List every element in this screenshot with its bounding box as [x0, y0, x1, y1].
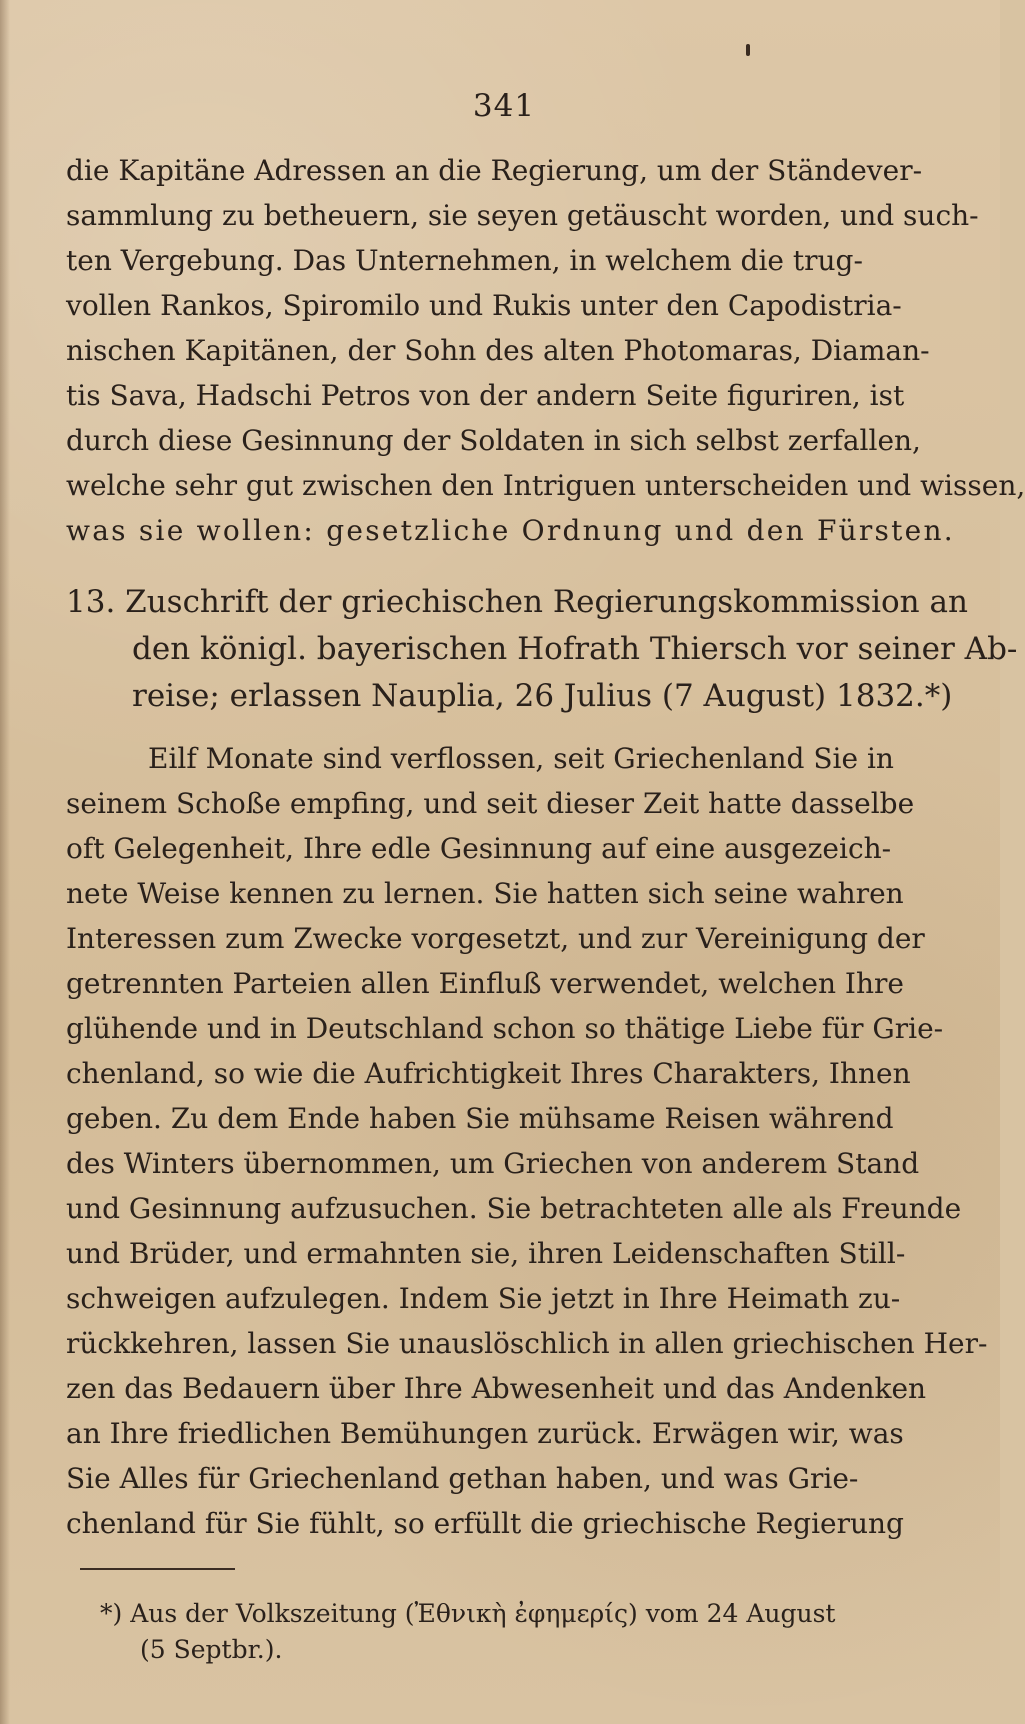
heading-line: reise; erlassen Nauplia, 26 Julius (7 August) 1832.*)	[132, 678, 953, 714]
text-line: Interessen zum Zwecke vorgesetzt, und zur Vereinigung der	[66, 922, 925, 955]
text-line: was sie wollen: gesetzliche Ordnung und den Fürsten.	[66, 514, 955, 547]
page-number: 341	[472, 88, 536, 124]
page-mark	[746, 44, 750, 56]
text-line: an Ihre friedlichen Bemühungen zurück. Erwägen wir, was	[66, 1417, 904, 1450]
text-line: chenland, so wie die Aufrichtigkeit Ihres Charakters, Ihnen	[66, 1057, 911, 1090]
text-line: oft Gelegenheit, Ihre edle Gesinnung auf eine ausgezeich-	[66, 832, 892, 865]
text-line: und Brüder, und ermahnten sie, ihren Leidenschaften Still-	[66, 1237, 906, 1270]
footnote	[66, 1596, 908, 1668]
body-paragraph	[66, 736, 988, 1546]
text-line: vollen Rankos, Spiromilo und Rukis unter den Capodistria-	[66, 289, 902, 322]
text-line: seinem Schoße empfing, und seit dieser Zeit hatte dasselbe	[66, 787, 915, 820]
footnote-divider	[80, 1568, 235, 1570]
text-line: schweigen aufzulegen. Indem Sie jetzt in Ihre Heimath zu-	[66, 1282, 901, 1315]
footnote-line: (5 Septbr.).	[140, 1635, 283, 1664]
text-line: sammlung zu betheuern, sie seyen getäuscht worden, und such-	[66, 199, 979, 232]
text-line: durch diese Gesinnung der Soldaten in sich selbst zerfallen,	[66, 424, 921, 457]
text-line: des Winters übernommen, um Griechen von anderem Stand	[66, 1147, 920, 1180]
text-line: rückkehren, lassen Sie unauslöschlich in allen griechischen Her-	[66, 1327, 988, 1360]
text-line: nischen Kapitänen, der Sohn des alten Photomaras, Diaman-	[66, 334, 930, 367]
text-line: geben. Zu dem Ende haben Sie mühsame Reisen während	[66, 1102, 894, 1135]
text-line: die Kapitäne Adressen an die Regierung, um der Ständever-	[66, 154, 923, 187]
section-heading	[66, 579, 1018, 720]
footnote-line: *) Aus der Volkszeitung (Ἐθνικὴ ἐφημερίς) vom 24 August	[100, 1599, 836, 1628]
text-line: und Gesinnung aufzusuchen. Sie betrachteten alle als Freunde	[66, 1192, 962, 1225]
heading-line: 13. Zuschrift der griechischen Regierungskommission an	[66, 584, 968, 620]
text-line: chenland für Sie fühlt, so erfüllt die griechische Regierung	[66, 1507, 904, 1540]
top-text-block	[66, 148, 1025, 553]
heading-line: den königl. bayerischen Hofrath Thiersch vor seiner Ab-	[132, 631, 1018, 667]
section-13	[66, 579, 1018, 1546]
text-line: zen das Bedauern über Ihre Abwesenheit und das Andenken	[66, 1372, 927, 1405]
text-line: nete Weise kennen zu lernen. Sie hatten sich seine wahren	[66, 877, 904, 910]
text-line: Eilf Monate sind verflossen, seit Griechenland Sie in	[148, 742, 894, 775]
text-line: getrennten Parteien allen Einfluß verwendet, welchen Ihre	[66, 967, 904, 1000]
text-line: glühende und in Deutschland schon so thätige Liebe für Grie-	[66, 1012, 944, 1045]
text-line: ten Vergebung. Das Unternehmen, in welchem die trug-	[66, 244, 863, 277]
text-line: Sie Alles für Griechenland gethan haben, und was Grie-	[66, 1462, 859, 1495]
text-line: tis Sava, Hadschi Petros von der andern Seite figuriren, ist	[66, 379, 905, 412]
text-line: welche sehr gut zwischen den Intriguen unterscheiden und wissen,	[66, 469, 1025, 502]
